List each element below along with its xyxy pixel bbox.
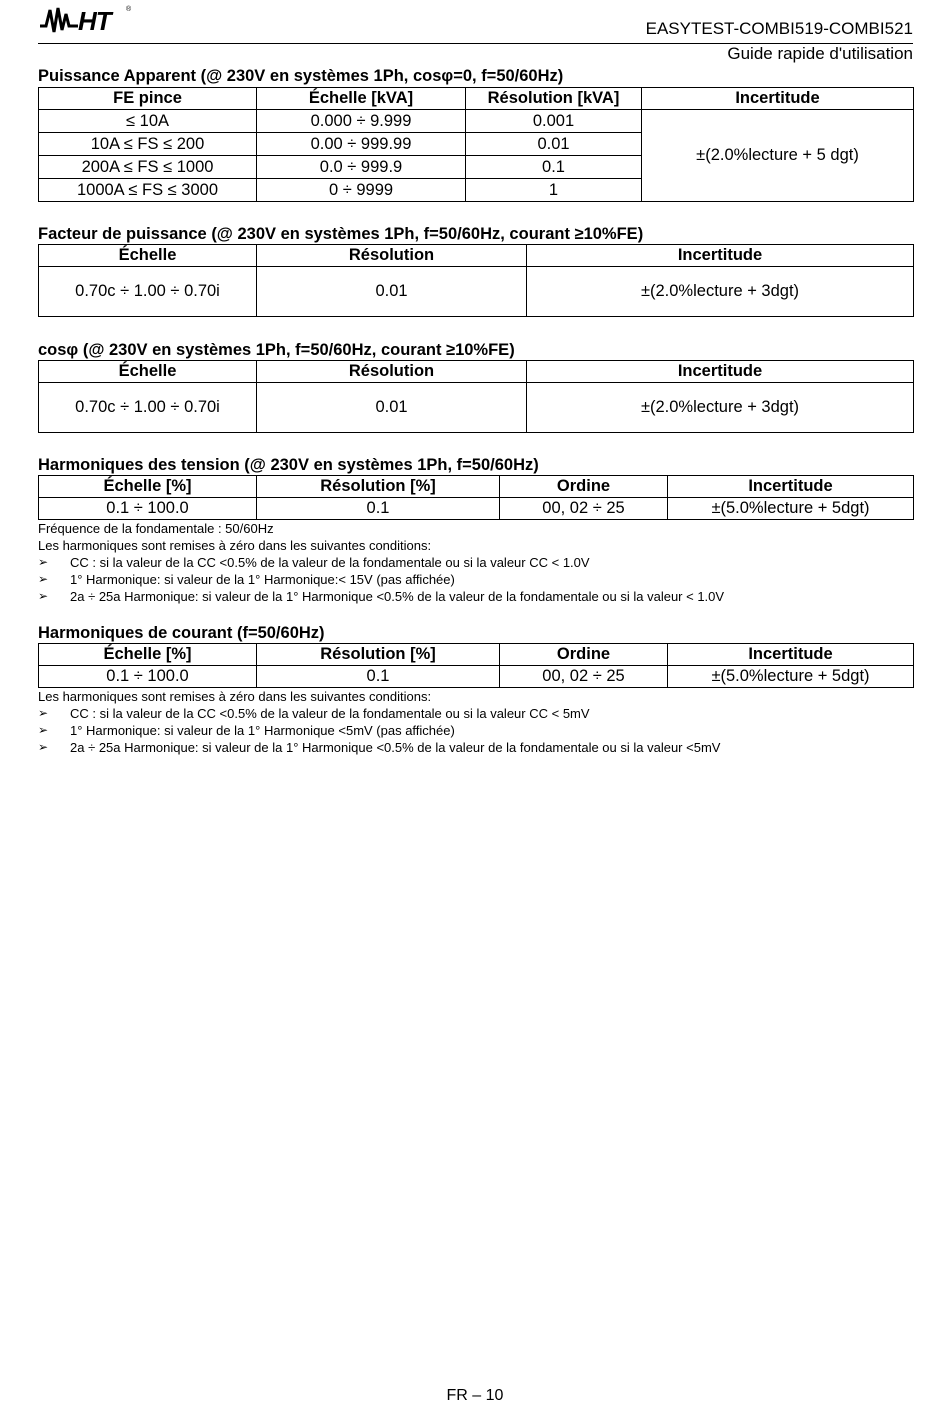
- page-header: [38, 4, 913, 44]
- list-item: ➢ 1° Harmonique: si valeur de la 1° Harmonique:< 15V (pas affichée): [38, 572, 455, 587]
- table-cell: 0.01: [257, 383, 527, 433]
- table-cell: 1: [466, 179, 642, 202]
- table-cell: 10A ≤ FS ≤ 200: [39, 133, 257, 156]
- note-text: Les harmoniques sont remises à zéro dans les suivantes conditions:: [38, 689, 432, 704]
- arrow-bullet-icon: ➢: [38, 706, 49, 720]
- section-cosphi: [38, 340, 913, 433]
- section-title: Harmoniques des tension (@ 230V en systèmes 1Ph, f=50/60Hz): [38, 456, 539, 474]
- voltage-harmonics-notes: [38, 520, 913, 605]
- column-header: Échelle [%]: [39, 476, 257, 498]
- table-cell: 0.000 ÷ 9.999: [257, 110, 466, 133]
- column-header: Échelle: [39, 245, 257, 267]
- column-header: Incertitude: [527, 245, 914, 267]
- table-header-row: [39, 644, 914, 666]
- table-cell: 0 ÷ 9999: [257, 179, 466, 202]
- power-factor-table: [38, 244, 914, 317]
- table-cell: 0.70c ÷ 1.00 ÷ 0.70i: [39, 267, 257, 317]
- section-title: Puissance Apparent (@ 230V en systèmes 1Ph, cosφ=0, f=50/60Hz): [38, 67, 564, 85]
- current-harmonics-notes: [38, 688, 913, 756]
- table-cell: 1000A ≤ FS ≤ 3000: [39, 179, 257, 202]
- current-harmonics-table: [38, 643, 914, 688]
- logo-text: HT: [78, 6, 111, 36]
- ht-logo: [38, 4, 130, 38]
- cosphi-table: [38, 360, 914, 433]
- table-header-row: [39, 88, 914, 110]
- column-header: Résolution [kVA]: [466, 88, 642, 110]
- list-item: ➢ 2a ÷ 25a Harmonique: si valeur de la 1° Harmonique <0.5% de la valeur de la fondamentale ou si la valeur < 1.0V: [38, 589, 725, 604]
- table-cell: 0.1: [257, 666, 500, 688]
- section-voltage-harmonics: [38, 455, 913, 605]
- column-header: Ordine: [500, 476, 668, 498]
- column-header: FE pince: [39, 88, 257, 110]
- table-cell: 0.1 ÷ 100.0: [39, 498, 257, 520]
- table-header-row: [39, 361, 914, 383]
- note-text: Fréquence de la fondamentale : 50/60Hz: [38, 521, 274, 536]
- table-cell: 0.001: [466, 110, 642, 133]
- list-item: ➢ CC : si la valeur de la CC <0.5% de la valeur de la fondamentale ou si la valeur CC < 1.0V: [38, 555, 590, 570]
- table-cell: ±(5.0%lecture + 5dgt): [668, 666, 914, 688]
- column-header: Résolution [%]: [257, 644, 500, 666]
- column-header: Ordine: [500, 644, 668, 666]
- table-row: [39, 666, 914, 688]
- column-header: Incertitude: [668, 644, 914, 666]
- column-header: Résolution: [257, 245, 527, 267]
- table-row: [39, 498, 914, 520]
- page-number: FR – 10: [446, 1387, 504, 1404]
- table-cell: 0.1: [257, 498, 500, 520]
- table-cell: ±(2.0%lecture + 3dgt): [527, 267, 914, 317]
- table-header-row: [39, 245, 914, 267]
- column-header: Résolution [%]: [257, 476, 500, 498]
- table-cell: 00, 02 ÷ 25: [500, 666, 668, 688]
- section-title: Harmoniques de courant (f=50/60Hz): [38, 624, 325, 642]
- arrow-bullet-icon: ➢: [38, 555, 49, 569]
- section-apparent-power: [38, 66, 913, 202]
- arrow-bullet-icon: ➢: [38, 740, 49, 754]
- table-row: [39, 110, 914, 133]
- table-cell: ≤ 10A: [39, 110, 257, 133]
- apparent-power-table: [38, 87, 914, 202]
- table-cell: 00, 02 ÷ 25: [500, 498, 668, 520]
- table-cell: ±(5.0%lecture + 5dgt): [668, 498, 914, 520]
- table-cell: ±(2.0%lecture + 3dgt): [527, 383, 914, 433]
- table-row: [39, 383, 914, 433]
- arrow-bullet-icon: ➢: [38, 723, 49, 737]
- column-header: Échelle [%]: [39, 644, 257, 666]
- column-header: Incertitude: [668, 476, 914, 498]
- table-cell: 0.01: [257, 267, 527, 317]
- column-header: Échelle [kVA]: [257, 88, 466, 110]
- column-header: Échelle: [39, 361, 257, 383]
- list-item: ➢ CC : si la valeur de la CC <0.5% de la valeur de la fondamentale ou si la valeur CC < 5mV: [38, 706, 590, 721]
- lightning-icon: [38, 4, 80, 36]
- note-text: Les harmoniques sont remises à zéro dans les suivantes conditions:: [38, 538, 432, 553]
- table-cell: 0.01: [466, 133, 642, 156]
- table-header-row: [39, 476, 914, 498]
- arrow-bullet-icon: ➢: [38, 572, 49, 586]
- registered-mark: ®: [126, 6, 132, 13]
- table-cell: 0.1: [466, 156, 642, 179]
- column-header: Incertitude: [642, 88, 914, 110]
- table-cell: 0.0 ÷ 999.9: [257, 156, 466, 179]
- section-title: Facteur de puissance (@ 230V en systèmes 1Ph, f=50/60Hz, courant ≥10%FE): [38, 225, 644, 243]
- section-power-factor: [38, 224, 913, 317]
- table-cell: 200A ≤ FS ≤ 1000: [39, 156, 257, 179]
- table-row: [39, 267, 914, 317]
- column-header: Résolution: [257, 361, 527, 383]
- uncertainty-cell: ±(2.0%lecture + 5 dgt): [642, 110, 914, 202]
- table-cell: 0.00 ÷ 999.99: [257, 133, 466, 156]
- document-title: EASYTEST-COMBI519-COMBI521: [645, 19, 913, 38]
- table-cell: 0.70c ÷ 1.00 ÷ 0.70i: [39, 383, 257, 433]
- arrow-bullet-icon: ➢: [38, 589, 49, 603]
- table-cell: 0.1 ÷ 100.0: [39, 666, 257, 688]
- document-subtitle: Guide rapide d'utilisation: [727, 44, 913, 63]
- list-item: ➢ 2a ÷ 25a Harmonique: si valeur de la 1° Harmonique <0.5% de la valeur de la fondamentale ou si la valeur <5mV: [38, 740, 721, 755]
- list-item: ➢ 1° Harmonique: si valeur de la 1° Harmonique <5mV (pas affichée): [38, 723, 455, 738]
- section-title: cosφ (@ 230V en systèmes 1Ph, f=50/60Hz, courant ≥10%FE): [38, 341, 515, 359]
- section-current-harmonics: [38, 623, 913, 756]
- column-header: Incertitude: [527, 361, 914, 383]
- voltage-harmonics-table: [38, 475, 914, 520]
